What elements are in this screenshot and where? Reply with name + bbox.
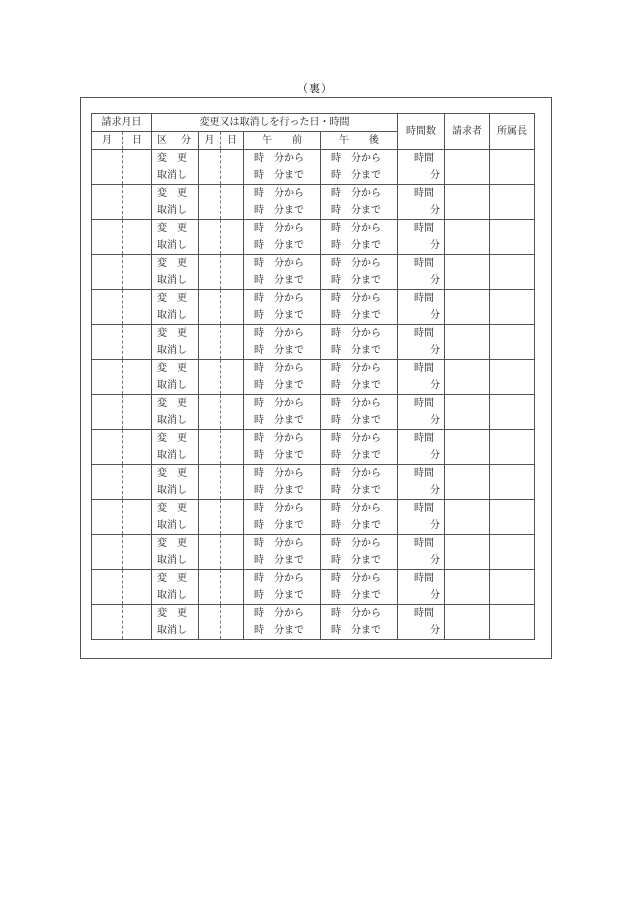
am-time-cell[interactable] <box>244 290 321 325</box>
hours-label: 時間 <box>414 503 434 514</box>
am-time-cell[interactable] <box>244 430 321 465</box>
until-label: 時 分まで <box>254 450 304 461</box>
change-month-header: 月 <box>199 132 221 150</box>
from-label: 時 分から <box>254 573 304 584</box>
category-cell[interactable] <box>152 395 199 430</box>
change-label: 変 更 <box>157 573 187 584</box>
cancel-label: 取消し <box>157 310 187 321</box>
until-label: 時 分まで <box>254 310 304 321</box>
hours-cell[interactable] <box>398 325 445 360</box>
change-month-cell[interactable] <box>199 220 221 255</box>
minutes-label: 分 <box>430 625 440 636</box>
table-row <box>92 535 535 570</box>
month-cell[interactable] <box>92 290 123 325</box>
change-day-cell[interactable] <box>221 430 244 465</box>
month-cell[interactable] <box>92 360 123 395</box>
month-cell[interactable] <box>92 325 123 360</box>
day-cell[interactable] <box>123 185 152 220</box>
supervisor-cell[interactable] <box>490 360 535 395</box>
requester-cell[interactable] <box>445 220 490 255</box>
table-row <box>92 255 535 290</box>
pm-time-cell[interactable] <box>321 150 398 185</box>
from-label: 時 分から <box>254 293 304 304</box>
from-label: 時 分から <box>331 223 381 234</box>
from-label: 時 分から <box>331 398 381 409</box>
day-cell[interactable] <box>123 430 152 465</box>
hours-cell[interactable] <box>398 290 445 325</box>
am-time-cell[interactable] <box>244 535 321 570</box>
cancel-label: 取消し <box>157 555 187 566</box>
change-day-cell[interactable] <box>221 220 244 255</box>
day-cell[interactable] <box>123 325 152 360</box>
requester-cell[interactable] <box>445 500 490 535</box>
until-label: 時 分まで <box>331 590 381 601</box>
until-label: 時 分まで <box>254 590 304 601</box>
change-month-cell[interactable] <box>199 430 221 465</box>
hours-cell[interactable] <box>398 500 445 535</box>
requester-cell[interactable] <box>445 290 490 325</box>
until-label: 時 分まで <box>331 345 381 356</box>
requester-cell[interactable] <box>445 360 490 395</box>
cancel-label: 取消し <box>157 275 187 286</box>
hours-label: 時間 <box>414 398 434 409</box>
category-cell[interactable] <box>152 185 199 220</box>
change-month-cell[interactable] <box>199 150 221 185</box>
hours-label: 時間 <box>414 363 434 374</box>
hours-label: 時間 <box>414 433 434 444</box>
category-cell[interactable] <box>152 150 199 185</box>
pm-time-cell[interactable] <box>321 255 398 290</box>
until-label: 時 分まで <box>254 345 304 356</box>
requester-cell[interactable] <box>445 430 490 465</box>
change-day-cell[interactable] <box>221 605 244 640</box>
pm-header: 午 後 <box>321 132 398 150</box>
from-label: 時 分から <box>331 293 381 304</box>
day-cell[interactable] <box>123 220 152 255</box>
change-day-cell[interactable] <box>221 185 244 220</box>
supervisor-cell[interactable] <box>490 185 535 220</box>
change-month-cell[interactable] <box>199 500 221 535</box>
supervisor-cell[interactable] <box>490 605 535 640</box>
category-cell[interactable] <box>152 500 199 535</box>
minutes-label: 分 <box>430 240 440 251</box>
cancel-label: 取消し <box>157 590 187 601</box>
minutes-label: 分 <box>430 555 440 566</box>
cancel-label: 取消し <box>157 625 187 636</box>
table-row <box>92 500 535 535</box>
from-label: 時 分から <box>254 503 304 514</box>
change-month-cell[interactable] <box>199 535 221 570</box>
hours-label: 時間 <box>414 153 434 164</box>
change-label: 変 更 <box>157 503 187 514</box>
month-cell[interactable] <box>92 430 123 465</box>
from-label: 時 分から <box>331 188 381 199</box>
until-label: 時 分まで <box>254 380 304 391</box>
requester-cell[interactable] <box>445 395 490 430</box>
hours-label: 時間 <box>414 293 434 304</box>
from-label: 時 分から <box>331 433 381 444</box>
table-row <box>92 325 535 360</box>
supervisor-cell[interactable] <box>490 290 535 325</box>
change-label: 変 更 <box>157 293 187 304</box>
month-cell[interactable] <box>92 500 123 535</box>
am-time-cell[interactable] <box>244 395 321 430</box>
from-label: 時 分から <box>254 468 304 479</box>
change-label: 変 更 <box>157 398 187 409</box>
requester-cell[interactable] <box>445 185 490 220</box>
hours-label: 時間 <box>414 258 434 269</box>
am-time-cell[interactable] <box>244 150 321 185</box>
am-time-cell[interactable] <box>244 325 321 360</box>
table-row <box>92 150 535 185</box>
until-label: 時 分まで <box>331 275 381 286</box>
am-time-cell[interactable] <box>244 570 321 605</box>
am-time-cell[interactable] <box>244 500 321 535</box>
cancel-label: 取消し <box>157 170 187 181</box>
minutes-label: 分 <box>430 485 440 496</box>
month-cell[interactable] <box>92 395 123 430</box>
requester-cell[interactable] <box>445 535 490 570</box>
until-label: 時 分まで <box>331 205 381 216</box>
cancel-label: 取消し <box>157 205 187 216</box>
cancel-label: 取消し <box>157 345 187 356</box>
change-month-cell[interactable] <box>199 465 221 500</box>
pm-time-cell[interactable] <box>321 465 398 500</box>
day-cell[interactable] <box>123 150 152 185</box>
month-cell[interactable] <box>92 535 123 570</box>
hours-label: 時間 <box>414 328 434 339</box>
until-label: 時 分まで <box>331 415 381 426</box>
hours-cell[interactable] <box>398 570 445 605</box>
from-label: 時 分から <box>331 608 381 619</box>
from-label: 時 分から <box>331 468 381 479</box>
hours-cell[interactable] <box>398 605 445 640</box>
category-cell[interactable] <box>152 570 199 605</box>
cancel-label: 取消し <box>157 485 187 496</box>
hours-cell[interactable] <box>398 360 445 395</box>
table-row <box>92 290 535 325</box>
requester-header: 請求者 <box>445 114 490 150</box>
month-cell[interactable] <box>92 255 123 290</box>
minutes-label: 分 <box>430 170 440 181</box>
table-row <box>92 360 535 395</box>
change-label: 変 更 <box>157 608 187 619</box>
pm-time-cell[interactable] <box>321 325 398 360</box>
from-label: 時 分から <box>254 538 304 549</box>
supervisor-cell[interactable] <box>490 150 535 185</box>
until-label: 時 分まで <box>254 170 304 181</box>
change-day-cell[interactable] <box>221 325 244 360</box>
until-label: 時 分まで <box>331 555 381 566</box>
requester-cell[interactable] <box>445 605 490 640</box>
change-day-cell[interactable] <box>221 465 244 500</box>
from-label: 時 分から <box>254 328 304 339</box>
change-month-cell[interactable] <box>199 570 221 605</box>
table-row <box>92 570 535 605</box>
from-label: 時 分から <box>331 363 381 374</box>
day-cell[interactable] <box>123 605 152 640</box>
change-label: 変 更 <box>157 328 187 339</box>
pm-time-cell[interactable] <box>321 430 398 465</box>
table-row <box>92 395 535 430</box>
from-label: 時 分から <box>331 573 381 584</box>
minutes-label: 分 <box>430 590 440 601</box>
minutes-label: 分 <box>430 450 440 461</box>
change-day-cell[interactable] <box>221 360 244 395</box>
from-label: 時 分から <box>331 538 381 549</box>
hours-label: 時間 <box>414 223 434 234</box>
hours-label: 時間 <box>414 608 434 619</box>
am-time-cell[interactable] <box>244 220 321 255</box>
page-caption: （裏） <box>297 82 333 95</box>
supervisor-cell[interactable] <box>490 430 535 465</box>
from-label: 時 分から <box>254 153 304 164</box>
am-time-cell[interactable] <box>244 360 321 395</box>
supervisor-cell[interactable] <box>490 500 535 535</box>
category-cell[interactable] <box>152 605 199 640</box>
change-label: 変 更 <box>157 223 187 234</box>
table-row <box>92 430 535 465</box>
change-day-cell[interactable] <box>221 255 244 290</box>
pm-time-cell[interactable] <box>321 185 398 220</box>
hours-cell[interactable] <box>398 535 445 570</box>
change-month-cell[interactable] <box>199 360 221 395</box>
month-cell[interactable] <box>92 185 123 220</box>
until-label: 時 分まで <box>254 555 304 566</box>
table-row <box>92 465 535 500</box>
pm-time-cell[interactable] <box>321 500 398 535</box>
change-day-cell[interactable] <box>221 500 244 535</box>
until-label: 時 分まで <box>254 205 304 216</box>
hours-label: 時間 <box>414 188 434 199</box>
from-label: 時 分から <box>331 503 381 514</box>
change-cancel-table <box>91 113 535 640</box>
pm-time-cell[interactable] <box>321 220 398 255</box>
day-cell[interactable] <box>123 570 152 605</box>
day-cell[interactable] <box>123 360 152 395</box>
change-datetime-header: 変更又は取消しを行った日・時間 <box>152 114 398 132</box>
supervisor-cell[interactable] <box>490 465 535 500</box>
from-label: 時 分から <box>331 258 381 269</box>
month-cell[interactable] <box>92 220 123 255</box>
category-cell[interactable] <box>152 290 199 325</box>
until-label: 時 分まで <box>254 485 304 496</box>
hours-cell[interactable] <box>398 150 445 185</box>
category-cell[interactable] <box>152 535 199 570</box>
change-label: 変 更 <box>157 188 187 199</box>
pm-time-cell[interactable] <box>321 570 398 605</box>
until-label: 時 分まで <box>331 170 381 181</box>
category-cell[interactable] <box>152 255 199 290</box>
change-label: 変 更 <box>157 433 187 444</box>
am-time-cell[interactable] <box>244 605 321 640</box>
hours-header: 時間数 <box>398 114 445 150</box>
change-month-cell[interactable] <box>199 395 221 430</box>
hours-label: 時間 <box>414 573 434 584</box>
change-month-cell[interactable] <box>199 255 221 290</box>
until-label: 時 分まで <box>254 415 304 426</box>
day-cell[interactable] <box>123 500 152 535</box>
hours-cell[interactable] <box>398 395 445 430</box>
category-header: 区 分 <box>152 132 199 150</box>
pm-time-cell[interactable] <box>321 290 398 325</box>
category-cell[interactable] <box>152 220 199 255</box>
hours-cell[interactable] <box>398 255 445 290</box>
day-cell[interactable] <box>123 395 152 430</box>
month-cell[interactable] <box>92 570 123 605</box>
month-cell[interactable] <box>92 465 123 500</box>
from-label: 時 分から <box>254 188 304 199</box>
pm-time-cell[interactable] <box>321 535 398 570</box>
change-day-cell[interactable] <box>221 150 244 185</box>
change-month-cell[interactable] <box>199 185 221 220</box>
pm-time-cell[interactable] <box>321 395 398 430</box>
supervisor-cell[interactable] <box>490 220 535 255</box>
from-label: 時 分から <box>254 223 304 234</box>
until-label: 時 分まで <box>331 380 381 391</box>
change-month-cell[interactable] <box>199 325 221 360</box>
minutes-label: 分 <box>430 310 440 321</box>
minutes-label: 分 <box>430 415 440 426</box>
table-row <box>92 185 535 220</box>
requester-cell[interactable] <box>445 150 490 185</box>
am-time-cell[interactable] <box>244 255 321 290</box>
until-label: 時 分まで <box>254 625 304 636</box>
requester-cell[interactable] <box>445 255 490 290</box>
hours-cell[interactable] <box>398 220 445 255</box>
minutes-label: 分 <box>430 380 440 391</box>
until-label: 時 分まで <box>254 520 304 531</box>
change-day-cell[interactable] <box>221 535 244 570</box>
cancel-label: 取消し <box>157 380 187 391</box>
from-label: 時 分から <box>331 153 381 164</box>
am-time-cell[interactable] <box>244 185 321 220</box>
change-label: 変 更 <box>157 538 187 549</box>
minutes-label: 分 <box>430 345 440 356</box>
month-cell[interactable] <box>92 605 123 640</box>
am-time-cell[interactable] <box>244 465 321 500</box>
change-day-cell[interactable] <box>221 290 244 325</box>
table-row <box>92 605 535 640</box>
until-label: 時 分まで <box>254 275 304 286</box>
supervisor-cell[interactable] <box>490 325 535 360</box>
until-label: 時 分まで <box>254 240 304 251</box>
category-cell[interactable] <box>152 430 199 465</box>
from-label: 時 分から <box>254 398 304 409</box>
from-label: 時 分から <box>254 363 304 374</box>
category-cell[interactable] <box>152 360 199 395</box>
am-header: 午 前 <box>244 132 321 150</box>
day-cell[interactable] <box>123 535 152 570</box>
until-label: 時 分まで <box>331 485 381 496</box>
requester-cell[interactable] <box>445 570 490 605</box>
change-month-cell[interactable] <box>199 605 221 640</box>
cancel-label: 取消し <box>157 520 187 531</box>
category-cell[interactable] <box>152 325 199 360</box>
category-cell[interactable] <box>152 465 199 500</box>
minutes-label: 分 <box>430 205 440 216</box>
month-header: 月 <box>92 132 123 150</box>
minutes-label: 分 <box>430 275 440 286</box>
table-row <box>92 220 535 255</box>
hours-cell[interactable] <box>398 430 445 465</box>
change-day-cell[interactable] <box>221 395 244 430</box>
month-cell[interactable] <box>92 150 123 185</box>
pm-time-cell[interactable] <box>321 360 398 395</box>
supervisor-header: 所属長 <box>490 114 535 150</box>
day-cell[interactable] <box>123 465 152 500</box>
requester-cell[interactable] <box>445 465 490 500</box>
hours-cell[interactable] <box>398 465 445 500</box>
cancel-label: 取消し <box>157 240 187 251</box>
from-label: 時 分から <box>254 258 304 269</box>
change-day-cell[interactable] <box>221 570 244 605</box>
change-label: 変 更 <box>157 153 187 164</box>
until-label: 時 分まで <box>331 240 381 251</box>
hours-label: 時間 <box>414 538 434 549</box>
day-cell[interactable] <box>123 290 152 325</box>
day-header: 日 <box>123 132 152 150</box>
change-month-cell[interactable] <box>199 290 221 325</box>
requester-cell[interactable] <box>445 325 490 360</box>
supervisor-cell[interactable] <box>490 395 535 430</box>
change-day-header: 日 <box>221 132 244 150</box>
until-label: 時 分まで <box>331 625 381 636</box>
change-label: 変 更 <box>157 258 187 269</box>
supervisor-cell[interactable] <box>490 535 535 570</box>
supervisor-cell[interactable] <box>490 570 535 605</box>
day-cell[interactable] <box>123 255 152 290</box>
change-label: 変 更 <box>157 363 187 374</box>
request-date-header: 請求月日 <box>92 114 152 132</box>
from-label: 時 分から <box>254 433 304 444</box>
supervisor-cell[interactable] <box>490 255 535 290</box>
cancel-label: 取消し <box>157 450 187 461</box>
hours-label: 時間 <box>414 468 434 479</box>
from-label: 時 分から <box>331 328 381 339</box>
cancel-label: 取消し <box>157 415 187 426</box>
minutes-label: 分 <box>430 520 440 531</box>
pm-time-cell[interactable] <box>321 605 398 640</box>
hours-cell[interactable] <box>398 185 445 220</box>
change-label: 変 更 <box>157 468 187 479</box>
until-label: 時 分まで <box>331 450 381 461</box>
until-label: 時 分まで <box>331 520 381 531</box>
from-label: 時 分から <box>254 608 304 619</box>
until-label: 時 分まで <box>331 310 381 321</box>
